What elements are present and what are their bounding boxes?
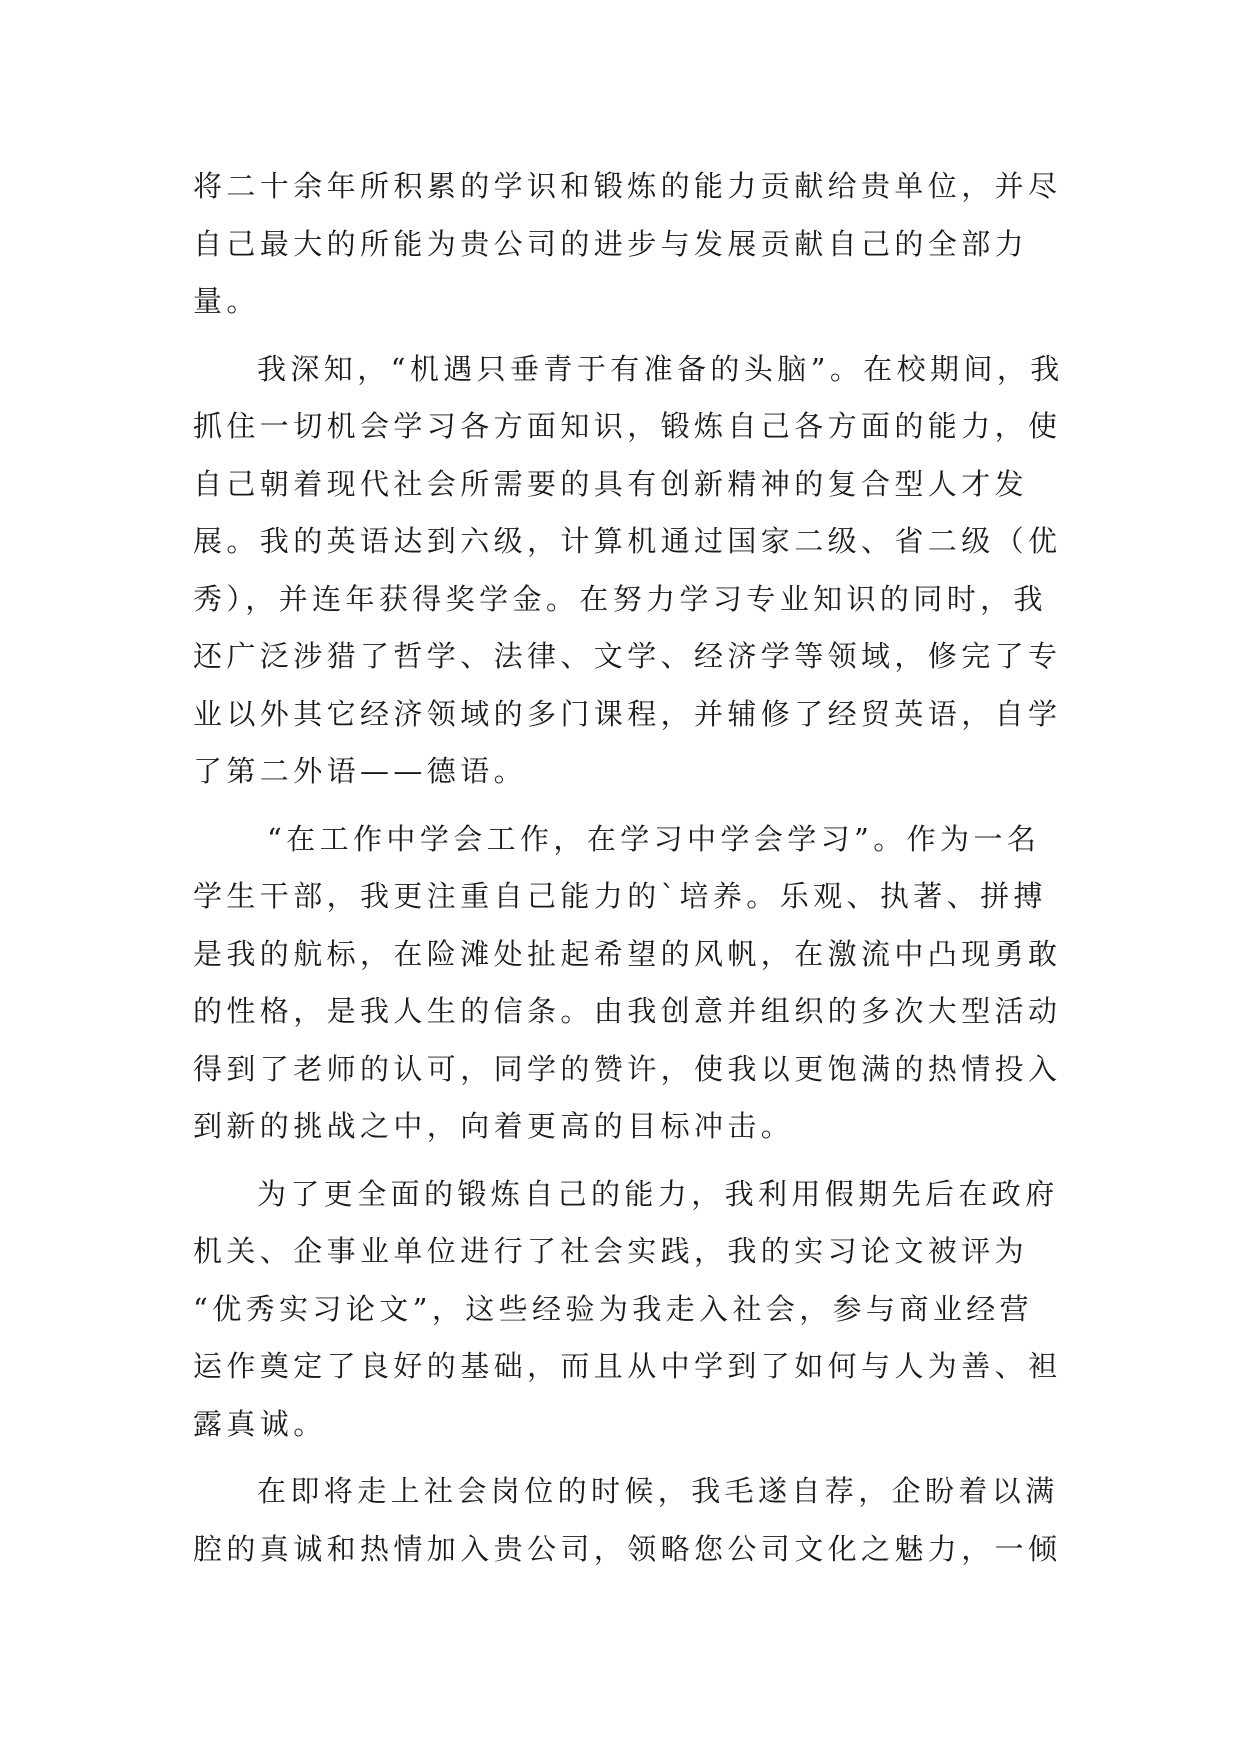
paragraph-line: 将二十余年所积累的学识和锻炼的能力贡献给贵单位，并尽 xyxy=(193,169,1062,203)
paragraph-line: 腔的真诚和热情加入贵公司，领略您公司文化之魅力，一倾 xyxy=(193,1531,1062,1566)
paragraph-line: 自己最大的所能为贵公司的进步与发展贡献自己的全部力 xyxy=(193,226,1029,261)
paragraph-line: 在即将走上社会岗位的时候，我毛遂自荐，企盼着以满 xyxy=(257,1474,1059,1508)
paragraph-line: 到新的挑战之中，向着更高的目标冲击。 xyxy=(193,1109,795,1143)
paragraph-line: 了第二外语——德语。 xyxy=(193,754,528,788)
paragraph-gap xyxy=(193,1156,1053,1166)
paragraph-line: “在工作中学会工作，在学习中学会学习”。作为一名 xyxy=(267,821,1041,856)
paragraph-line: 为了更全面的锻炼自己的能力，我利用假期先后在政府 xyxy=(257,1176,1059,1211)
paragraph-gap xyxy=(193,1453,1053,1463)
paragraph-4 xyxy=(193,1166,1062,1454)
paragraph-line: 抓住一切机会学习各方面知识，锻炼自己各方面的能力，使 xyxy=(193,409,1062,443)
paragraph-line: 我深知，“机遇只垂青于有准备的头脑”。在校期间，我 xyxy=(257,351,1064,386)
paragraph-line: 量。 xyxy=(193,284,260,318)
paragraph-5 xyxy=(193,1463,1062,1578)
paragraph-line: 还广泛涉猎了哲学、法律、文学、经济学等领域，修完了专 xyxy=(193,639,1062,673)
paragraph-line: 是我的航标，在险滩处扯起希望的风帆，在激流中凸现勇敢 xyxy=(193,936,1062,971)
paragraph-1 xyxy=(193,158,1062,331)
paragraph-line: 学生干部，我更注重自己能力的`培养。乐观、执著、拼搏 xyxy=(193,879,1047,913)
paragraph-line: 展。我的英语达到六级，计算机通过国家二级、省二级（优 xyxy=(193,524,1062,558)
paragraph-3 xyxy=(193,811,1062,1156)
paragraph-line: 的性格，是我人生的信条。由我创意并组织的多次大型活动 xyxy=(193,994,1062,1028)
paragraph-line: 自己朝着现代社会所需要的具有创新精神的复合型人才发 xyxy=(193,466,1029,501)
paragraph-line: 机关、企事业单位进行了社会实践，我的实习论文被评为 xyxy=(193,1234,1029,1268)
paragraph-2 xyxy=(193,341,1064,801)
paragraph-line: 运作奠定了良好的基础，而且从中学到了如何与人为善、袒 xyxy=(193,1349,1062,1383)
paragraph-gap xyxy=(193,331,1053,341)
paragraph-line: 业以外其它经济领域的多门课程，并辅修了经贸英语，自学 xyxy=(193,696,1062,731)
paragraph-line: 得到了老师的认可，同学的赞许，使我以更饱满的热情投入 xyxy=(193,1051,1062,1086)
document-body xyxy=(193,158,1064,1578)
paragraph-gap xyxy=(193,801,1053,811)
paragraph-line: “优秀实习论文”，这些经验为我走入社会，参与商业经营 xyxy=(193,1291,1034,1326)
paragraph-line: 秀），并连年获得奖学金。在努力学习专业知识的同时，我 xyxy=(193,581,1047,616)
paragraph-line: 露真诚。 xyxy=(193,1406,327,1441)
